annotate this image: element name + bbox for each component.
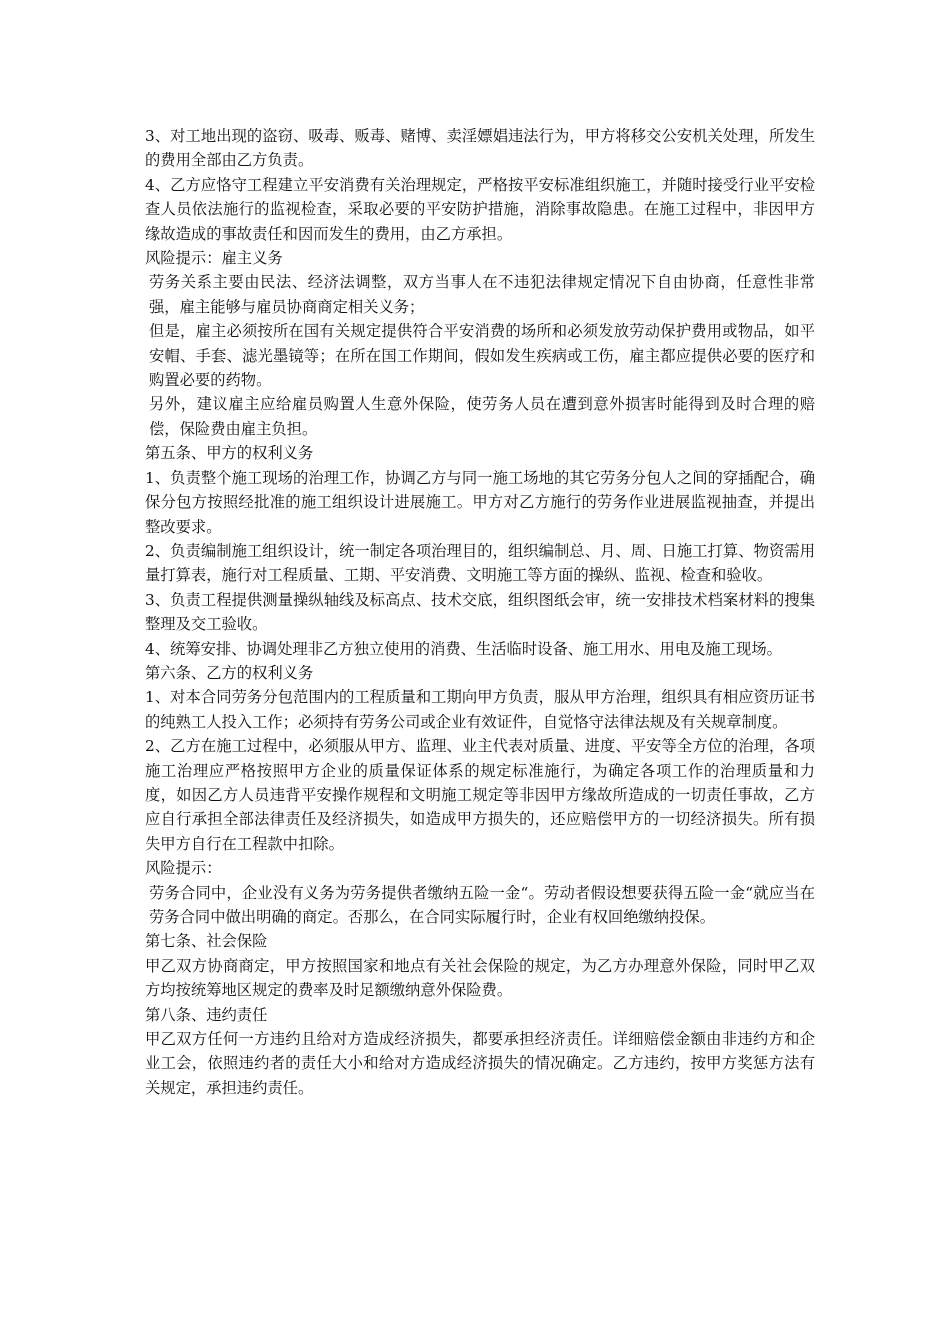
paragraph: 第六条、乙方的权利义务 (145, 663, 314, 682)
paragraph: 风险提示： (145, 859, 222, 878)
paragraph: 2、负责编制施工组织设计，统一制定各项治理目的，组织编制总、月、周、日施工打算、物资需用量打算表，施行对工程质量、工期、平安消费、文明施工等方面的操纵、监视、检查和验收。 (145, 541, 815, 585)
paragraph: 第七条、社会保险 (145, 932, 268, 951)
paragraph: 但是，雇主必须按所在国有关规定提供符合平安消费的场所和必须发放劳动保护费用或物品，如平安帽、手套、滤光墨镜等；在所在国工作期间，假如发生疾病或工伤，雇主都应提供必要的医疗和购置必要的药物。 (149, 322, 815, 390)
paragraph: 甲乙双方任何一方违约且给对方造成经济损失，都要承担经济责任。详细赔偿金额由非违约方和企业工会，依照违约者的责任大小和给对方造成经济损失的情况确定。乙方违约，按甲方奖惩方法有关规定，承担违约责任。 (145, 1030, 815, 1097)
paragraph: 4、统筹安排、协调处理非乙方独立使用的消费、生活临时设备、施工用水、用电及施工现场。 (145, 639, 782, 658)
paragraph: 劳务关系主要由民法、经济法调整，双方当事人在不违犯法律规定情况下自由协商，任意性非常强，雇主能够与雇员协商商定相关义务； (149, 273, 815, 316)
paragraph: 另外，建议雇主应给雇员购置人生意外保险，使劳务人员在遭到意外损害时能得到及时合理的赔偿，保险费由雇主负担。 (149, 395, 815, 438)
paragraph: 甲乙双方协商商定，甲方按照国家和地点有关社会保险的规定，为乙方办理意外保险，同时甲乙双方均按统筹地区规定的费率及时足额缴纳意外保险费。 (145, 956, 815, 1000)
paragraph: 4、乙方应恪守工程建立平安消费有关治理规定，严格按平安标准组织施工，并随时接受行业平安检查人员依法施行的监视检查，采取必要的平安防护措施，消除事故隐患。在施工过程中，非因甲方缘故造成的事故责任和因而发生的费用，由乙方承担。 (145, 175, 815, 243)
paragraph: 第八条、违约责任 (145, 1005, 268, 1024)
paragraph: 风险提示：雇主义务 (145, 249, 283, 268)
paragraph: 2、乙方在施工过程中，必须服从甲方、监理、业主代表对质量、进度、平安等全方位的治理，各项施工治理应严格按照甲方企业的质量保证体系的规定标准施行，为确定各项工作的治理质量和力度，如因乙方人员违背平安操作规程和文明施工规定等非因甲方缘故所造成的一切责任事故，乙方应自行承担全部法律责任及经济损失，如造成甲方损失的，还应赔偿甲方的一切经济损失。所有损失甲方自行在工程款中扣除。 (145, 737, 815, 853)
document-body (145, 124, 815, 1100)
paragraph: 3、对工地出现的盗窃、吸毒、贩毒、赌博、卖淫嫖娼违法行为，甲方将移交公安机关处理，所发生的费用全部由乙方负责。 (145, 127, 815, 170)
paragraph: 劳务合同中，企业没有义务为劳务提供者缴纳五险一金“。劳动者假设想要获得五险一金“就应当在劳务合同中做出明确的商定。否那么，在合同实际履行时，企业有权回绝缴纳投保。 (149, 883, 815, 926)
paragraph: 3、负责工程提供测量操纵轴线及标高点、技术交底，组织图纸会审，统一安排技术档案材料的搜集整理及交工验收。 (145, 590, 815, 634)
paragraph: 1、负责整个施工现场的治理工作，协调乙方与同一施工场地的其它劳务分包人之间的穿插配合，确保分包方按照经批准的施工组织设计进展施工。甲方对乙方施行的劳务作业进展监视抽查，并提出整改要求。 (145, 468, 815, 536)
paragraph: 第五条、甲方的权利义务 (145, 444, 314, 463)
paragraph: 1、对本合同劳务分包范围内的工程质量和工期向甲方负责，服从甲方治理，组织具有相应资历证书的纯熟工人投入工作；必须持有劳务公司或企业有效证件，自觉恪守法律法规及有关规章制度。 (145, 688, 815, 731)
